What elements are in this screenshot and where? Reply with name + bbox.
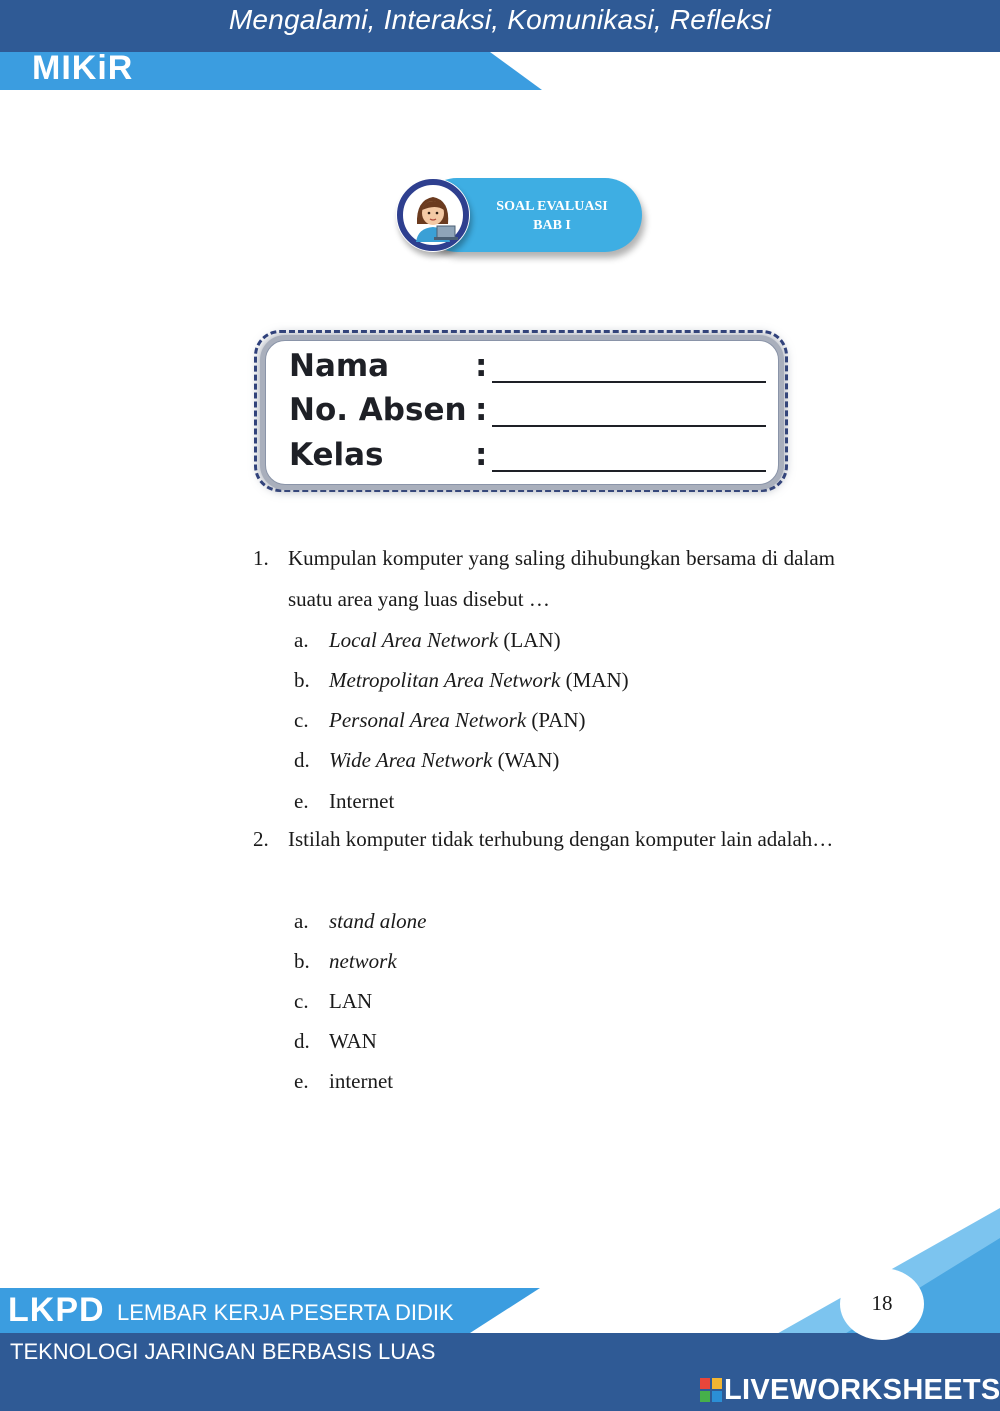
identity-label-name: Nama [289,348,390,384]
option-2b[interactable] [294,949,397,973]
question-stem: Istilah komputer tidak terhubung dengan komputer lain adalah… [288,827,834,851]
option-2a[interactable] [294,909,426,933]
option-text: (PAN) [526,708,586,732]
name-answer-line[interactable] [492,381,766,383]
option-text: Internet [329,789,395,813]
option-letter: b. [294,668,310,692]
header-accent-band [0,52,1000,90]
question-stem: Kumpulan komputer yang saling dihubungkan bersama di dalam suatu area yang luas disebut … [288,546,835,611]
liveworksheets-logo-icon [700,1378,722,1402]
option-1d[interactable] [294,748,559,772]
question-number: 2. [253,827,269,851]
option-text: (LAN) [498,628,561,652]
option-letter: a. [294,628,309,652]
footer-title: TEKNOLOGI JARINGAN BERBASIS LUAS [10,1339,436,1364]
option-italic: Local Area Network [329,628,499,652]
question-2 [253,819,835,860]
option-text: internet [329,1069,394,1093]
badge-label-line1: SOAL EVALUASI [496,199,608,214]
option-text: WAN [329,1029,377,1053]
student-with-laptop-icon [396,178,470,252]
option-2d[interactable] [294,1029,377,1053]
option-text: LAN [329,989,373,1013]
option-2c[interactable] [294,989,372,1013]
option-1e[interactable] [294,789,394,813]
option-letter: d. [294,748,310,772]
option-italic: Personal Area Network [329,708,527,732]
option-1a[interactable] [294,628,561,652]
option-2e[interactable] [294,1069,393,1093]
identity-colon: : [475,392,488,428]
option-letter: e. [294,1069,309,1093]
option-text: (WAN) [492,748,560,772]
option-italic: network [329,949,397,973]
option-letter: c. [294,989,309,1013]
identity-label-kelas: Kelas [289,437,384,473]
option-letter: a. [294,909,309,933]
option-1c[interactable] [294,708,585,732]
option-italic: Wide Area Network [329,748,493,772]
badge-label [482,197,622,235]
question-number: 1. [253,546,269,570]
liveworksheets-text: LIVEWORKSHEETS [724,1374,1000,1406]
option-letter: e. [294,789,309,813]
option-italic: stand alone [329,909,427,933]
option-text: (MAN) [560,668,629,692]
option-letter: b. [294,949,310,973]
footer-subtitle: LEMBAR KERJA PESERTA DIDIK [117,1300,454,1325]
badge-label-line2: BAB I [533,218,571,233]
header-tagline: Mengalami, Interaksi, Komunikasi, Refleksi [228,4,772,35]
option-italic: Metropolitan Area Network [329,668,561,692]
question-1 [253,538,835,620]
identity-colon: : [475,348,488,384]
kelas-answer-line[interactable] [492,470,766,472]
option-letter: d. [294,1029,310,1053]
identity-colon: : [475,437,488,473]
option-1b[interactable] [294,668,629,692]
page-number: 18 [871,1291,893,1315]
footer-logo: LKPD [8,1291,105,1329]
identity-label-absen: No. Absen [289,392,467,428]
absen-answer-line[interactable] [492,425,766,427]
header-logo: MIKiR [32,49,134,87]
option-letter: c. [294,708,309,732]
